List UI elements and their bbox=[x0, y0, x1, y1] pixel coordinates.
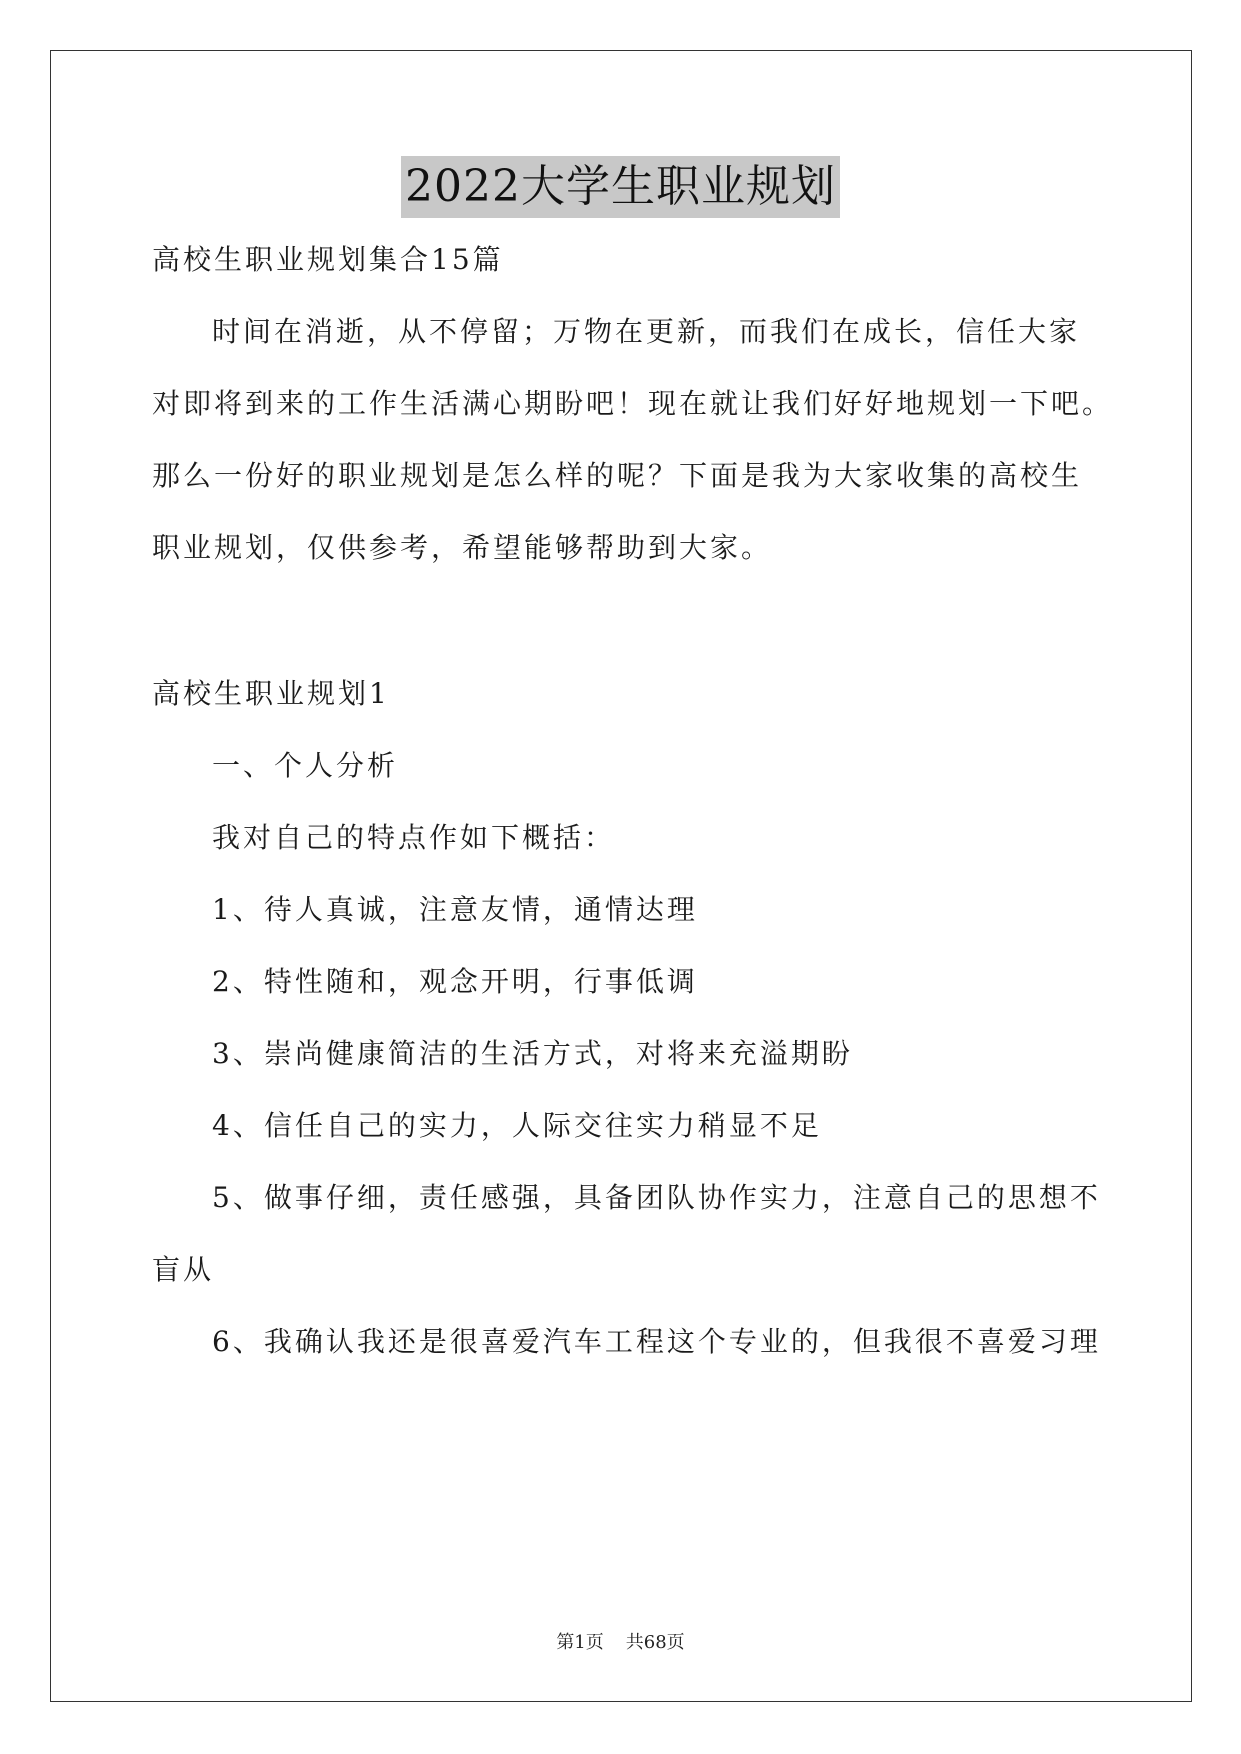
intro-line: 那么一份好的职业规划是怎么样的呢？下面是我为大家收集的高校生 bbox=[152, 459, 1083, 492]
body-line: 6、我确认我还是很喜爱汽车工程这个专业的，但我很不喜爱习理 bbox=[212, 1325, 1101, 1358]
intro-line: 时间在消逝，从不停留；万物在更新，而我们在成长，信任大家 bbox=[212, 315, 1081, 348]
body-line: 3、崇尚健康简洁的生活方式，对将来充溢期盼 bbox=[212, 1037, 853, 1070]
body-line: 4、信任自己的实力，人际交往实力稍显不足 bbox=[212, 1109, 822, 1142]
body-line: 我对自己的特点作如下概括： bbox=[212, 821, 616, 854]
page-border bbox=[50, 50, 1192, 1702]
body-line: 1、待人真诚，注意友情，通情达理 bbox=[212, 893, 698, 926]
section-heading: 高校生职业规划1 bbox=[152, 677, 390, 710]
page-number: 第1页 bbox=[556, 1632, 604, 1653]
page-footer bbox=[0, 1628, 1241, 1654]
body-line: 2、特性随和，观念开明，行事低调 bbox=[212, 965, 698, 998]
intro-line: 职业规划，仅供参考，希望能够帮助到大家。 bbox=[152, 531, 773, 564]
body-line: 5、做事仔细，责任感强，具备团队协作实力，注意自己的思想不 bbox=[212, 1181, 1101, 1214]
intro-line: 对即将到来的工作生活满心期盼吧！现在就让我们好好地规划一下吧。 bbox=[152, 387, 1114, 420]
body-line: 一、个人分析 bbox=[212, 749, 399, 782]
body-line: 盲从 bbox=[152, 1253, 215, 1286]
title-wrap bbox=[0, 156, 1241, 218]
document-title: 2022大学生职业规划 bbox=[401, 156, 840, 218]
page-total: 共68页 bbox=[625, 1632, 685, 1653]
document-subtitle: 高校生职业规划集合15篇 bbox=[152, 243, 504, 276]
